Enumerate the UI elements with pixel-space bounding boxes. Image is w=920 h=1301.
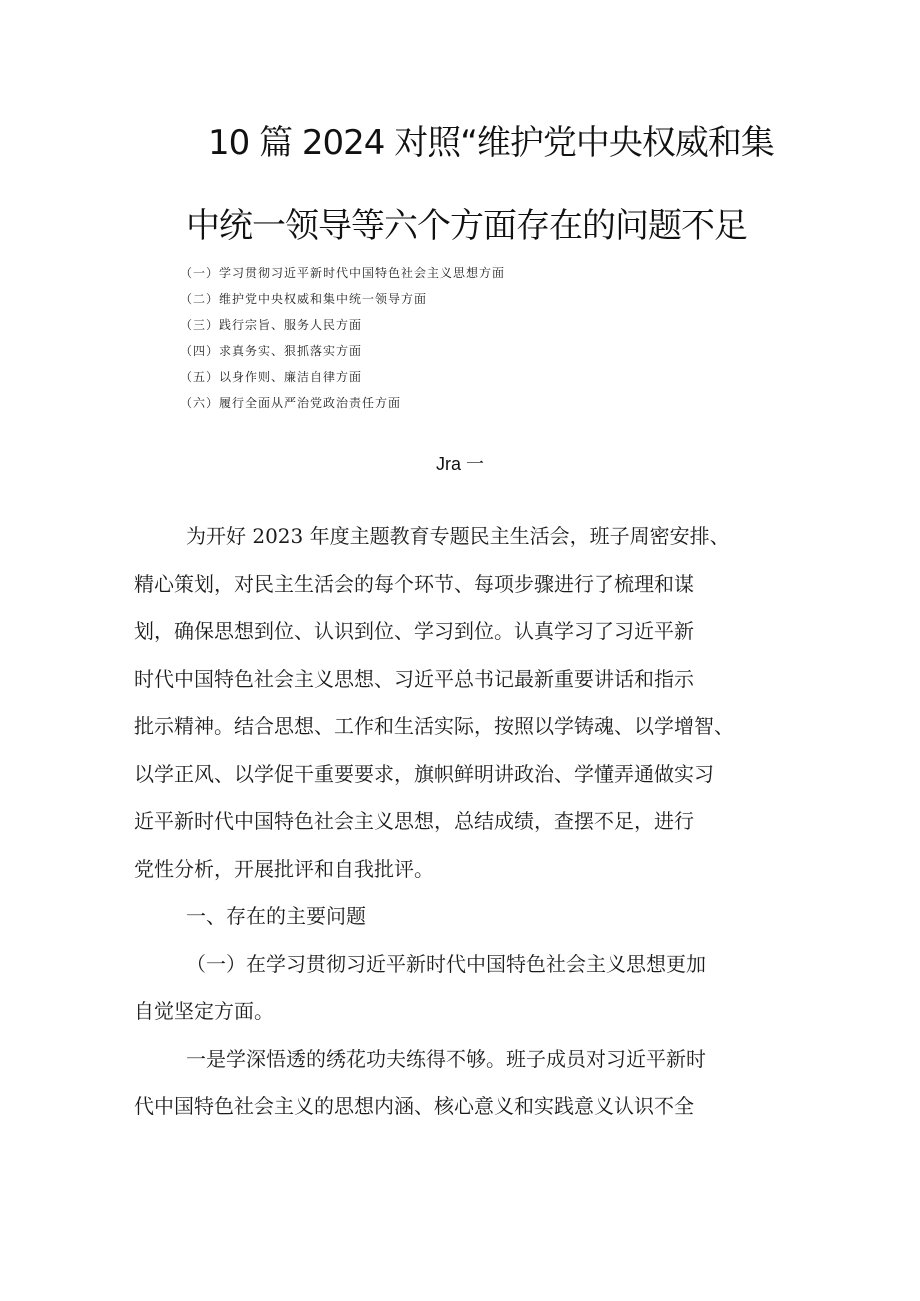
paragraph-line: 时代中国特色社会主义思想、习近平总书记最新重要讲话和指示 [134, 666, 694, 691]
toc-item: （六）履行全面从严治党政治责任方面 [180, 396, 402, 410]
table-of-contents [180, 260, 505, 416]
part-heading: Jra 一 [435, 454, 484, 474]
paragraph-line: 为开好 2023 年度主题教育专题民主生活会，班子周密安排、 [186, 524, 730, 548]
body-text [134, 513, 794, 1131]
paragraph-line: 代中国特色社会主义的思想内涵、核心意义和实践意义认识不全 [134, 1094, 694, 1118]
paragraph-line: 党性分析，开展批评和自我批评。 [134, 856, 434, 881]
document-title-line-2: 中统一领导等六个方面存在的问题不足 [186, 206, 747, 246]
paragraph-line: 近平新时代中国特色社会主义思想，总结成绩，查摆不足，进行 [134, 809, 694, 833]
subsection-heading-continued: 自觉坚定方面。 [134, 999, 274, 1023]
paragraph-line: 批示精神。结合思想、工作和生活实际，按照以学铸魂、以学增智、 [134, 714, 734, 738]
section-heading: 一、存在的主要问题 [186, 904, 366, 928]
paragraph-line: 一是学深悟透的绣花功夫练得不够。班子成员对习近平新时 [186, 1046, 706, 1071]
toc-item: （五）以身作则、廉洁自律方面 [180, 370, 363, 384]
toc-item: （四）求真务实、狠抓落实方面 [180, 344, 363, 358]
paragraph-line: 精心策划，对民主生活会的每个环节、每项步骤进行了梳理和谋 [134, 571, 694, 596]
paragraph-line: 以学正风、以学促干重要要求，旗帜鲜明讲政治、学懂弄通做实习 [134, 761, 714, 786]
toc-item: （二）维护党中央权威和集中统一领导方面 [180, 292, 428, 306]
subsection-heading: （一）在学习贯彻习近平新时代中国特色社会主义思想更加 [186, 951, 706, 976]
document-title-line-1: 10 篇 2024 对照“维护党中央权威和集 [208, 123, 774, 163]
paragraph-line: 划，确保思想到位、认识到位、学习到位。认真学习了习近平新 [134, 619, 694, 643]
toc-item: （一）学习贯彻习近平新时代中国特色社会主义思想方面 [180, 266, 506, 280]
toc-item: （三）践行宗旨、服务人民方面 [180, 318, 363, 332]
